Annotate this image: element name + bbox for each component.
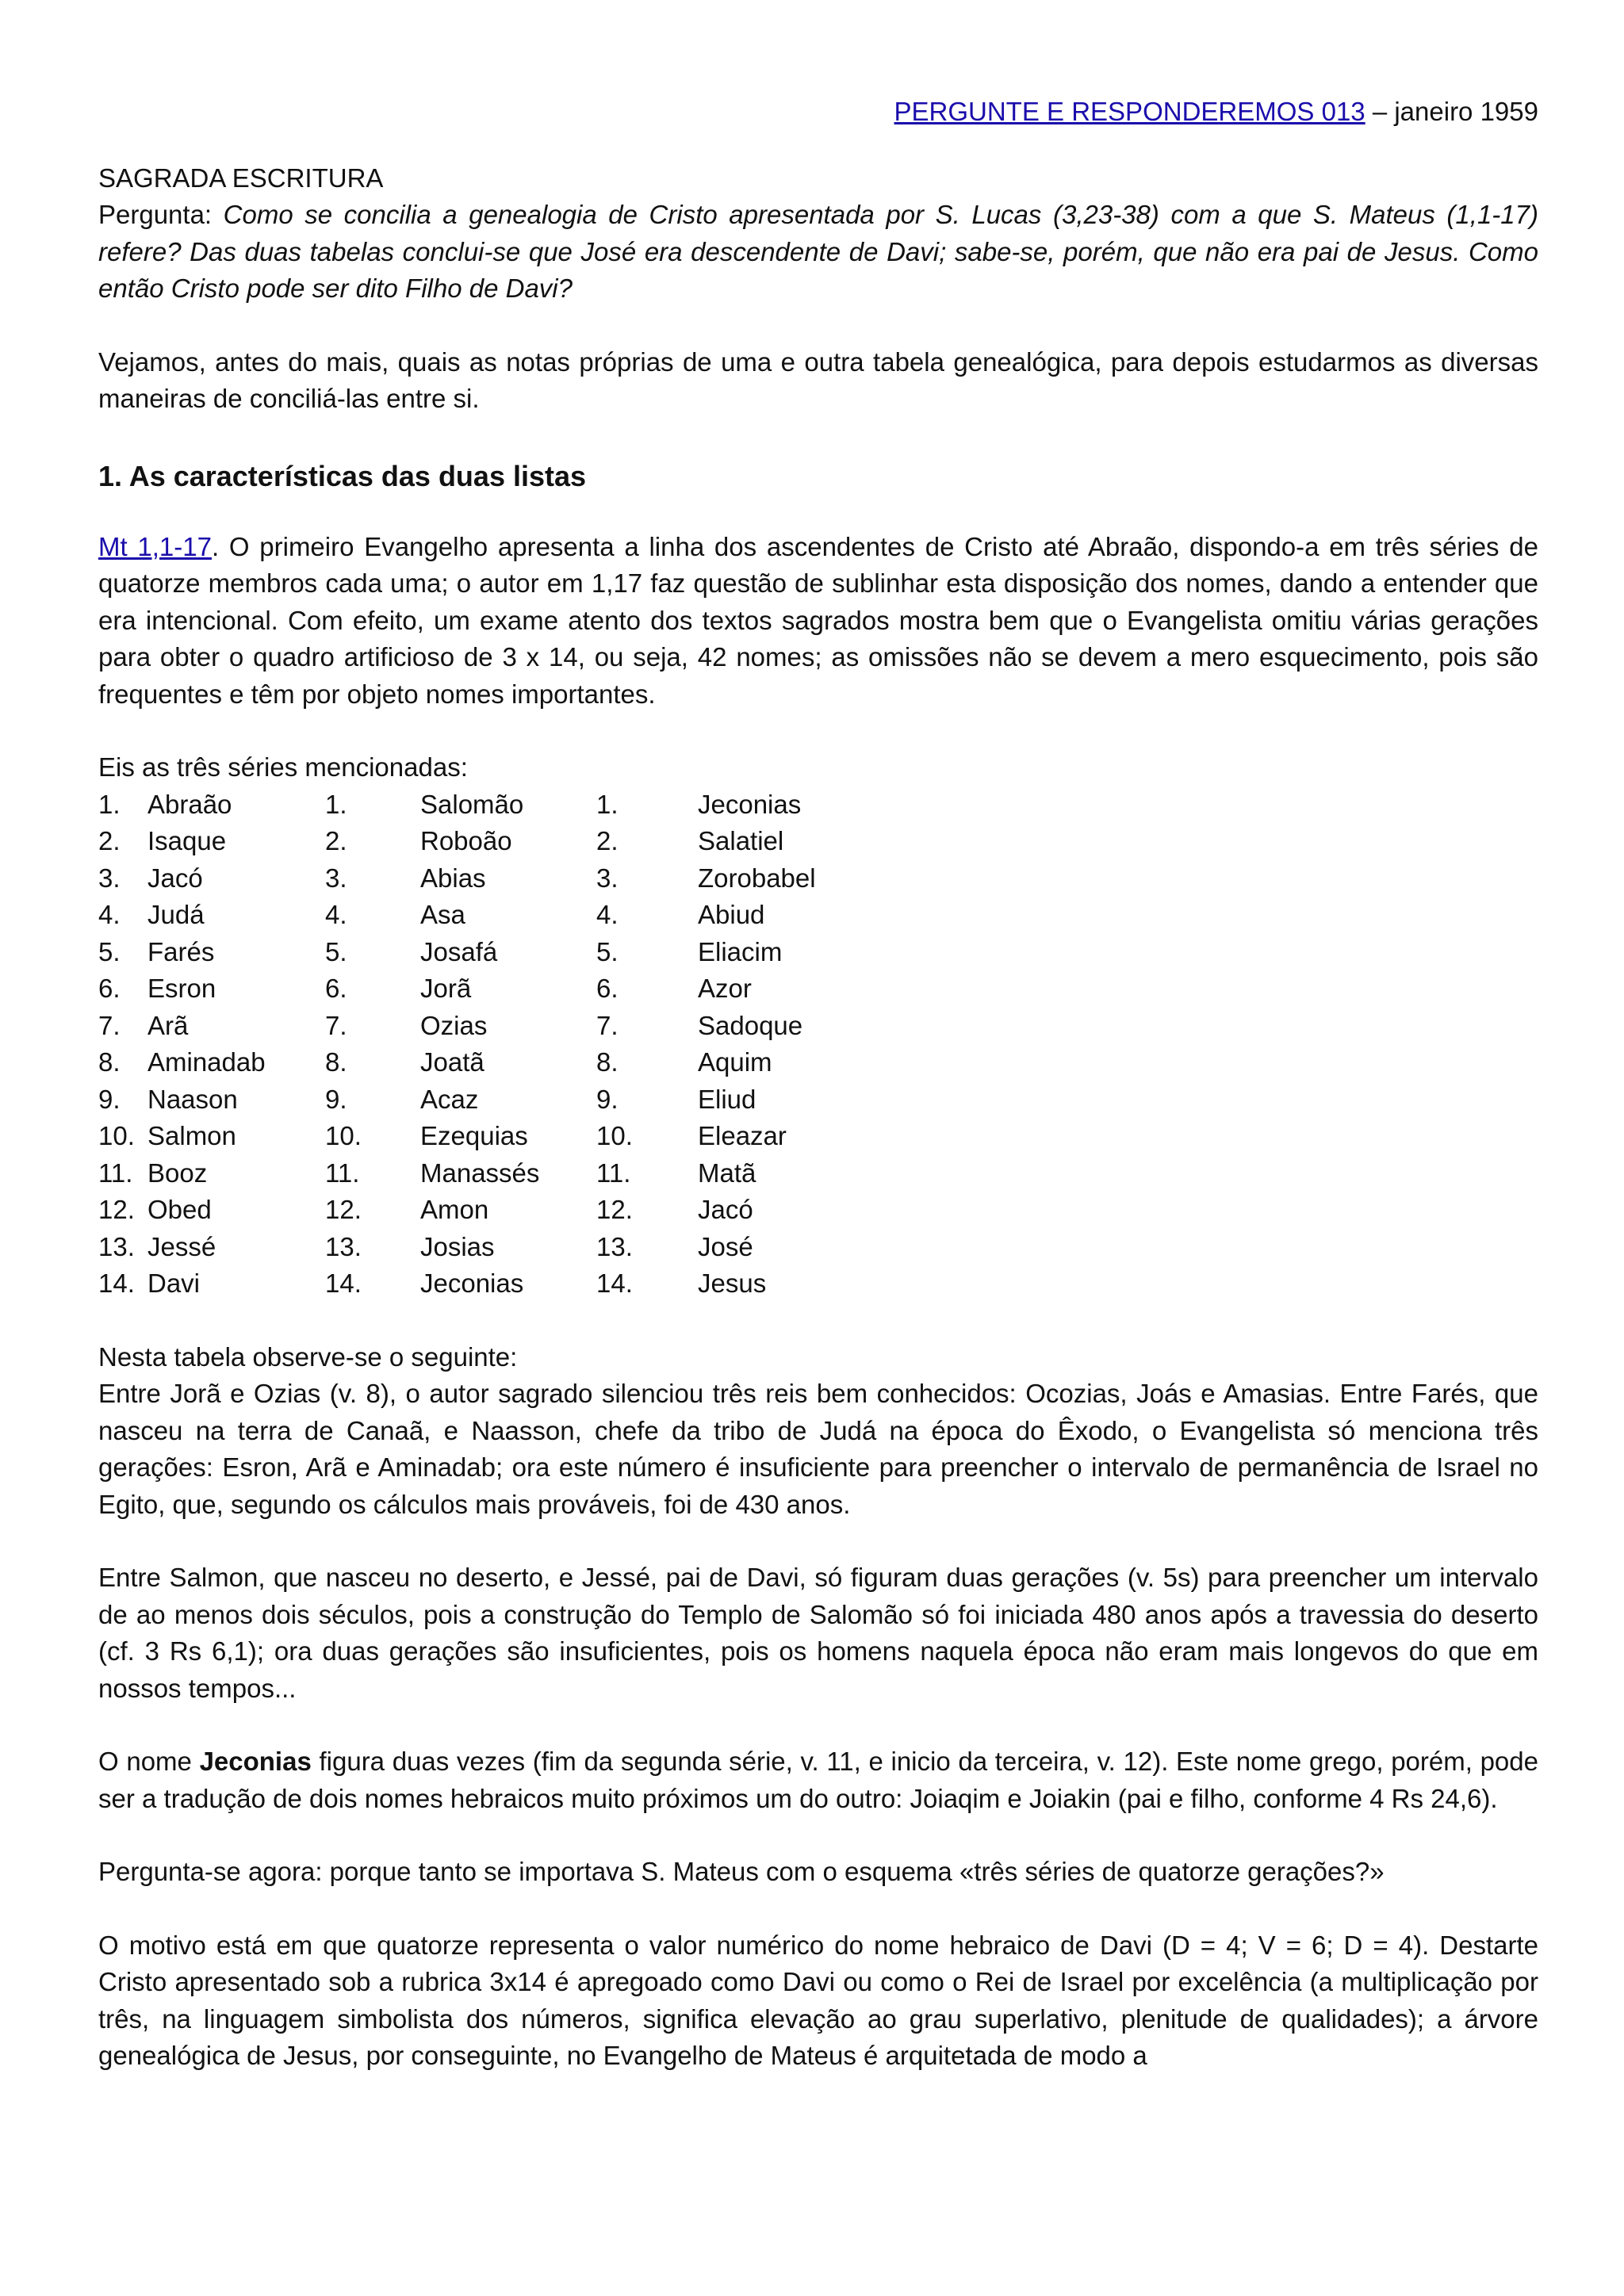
series-1-names: [147, 786, 266, 1303]
series-entry: Naason: [147, 1084, 238, 1114]
series-entry: Amon: [420, 1195, 489, 1224]
question-paragraph: [98, 197, 1538, 308]
document-page: [98, 94, 1538, 2075]
series-entry: Esron: [147, 974, 216, 1003]
paragraph-6: O motivo está em que quatorze representa o valor numérico do nome hebraico de Davi (D = 4; V = 6; D = 4). Destarte Cristo apresentado sob a rubrica 3x14 é apregoado como Davi ou como o Rei de Israel por excelência (a multiplicação por três, na linguagem simbolista dos números, significa elevação ao grau superlativo, plenitude de qualidades); a árvore genealógica de Jesus, por conseguinte, no Evangelho de Mateus é arquitetada de modo a: [98, 1930, 1538, 2070]
series-entry: 8.: [325, 1047, 347, 1077]
series-entry: Ezequias: [420, 1121, 528, 1150]
observe-line: Nesta tabela observe-se o seguinte:: [98, 1341, 518, 1372]
paragraph-1-text: . O primeiro Evangelho apresenta a linha dos ascendentes de Cristo até Abraão, dispondo-a em três séries de quatorze membros cada uma; o autor em 1,17 faz questão de sublinhar esta disposição dos nomes, dando a entender que era intencional. Com efeito, um exame atento dos textos sagrados mostra bem que o Evangelista omitiu várias gerações para obter o quadro artificioso de 3 x 14, ou seja, 42 nomes; as omissões não se devem a mero esquecimento, pois são frequentes e têm por objeto nomes importantes.: [98, 531, 1538, 709]
series-entry: 2.: [596, 826, 619, 855]
series-entry: 14.: [596, 1269, 633, 1298]
series-entry: Acaz: [420, 1084, 479, 1114]
header-link[interactable]: PERGUNTE E RESPONDEREMOS 013: [894, 97, 1365, 126]
series-entry: 2.: [98, 826, 121, 855]
series-entry: Azor: [698, 974, 752, 1003]
series-entry: 11.: [98, 1158, 133, 1188]
series-2-names: [420, 786, 539, 1303]
series-entry: 1.: [325, 789, 347, 819]
series-entry: 13.: [596, 1231, 633, 1261]
series-entry: Matã: [698, 1158, 756, 1188]
series-entry: 4.: [98, 900, 121, 929]
series-entry: 12.: [325, 1195, 362, 1224]
series-entry: 2.: [325, 826, 347, 855]
paragraph-3: Entre Salmon, que nasceu no deserto, e Jessé, pai de Davi, só figuram duas gerações (v. 5s) para preencher um intervalo de ao menos dois séculos, pois a construção do Templo de Salomão só foi iniciada 480 anos após a travessia do deserto (cf. 3 Rs 6,1); ora duas gerações são insuficientes, pois os homens naquela época não eram mais longevos do que em nossos tempos...: [98, 1563, 1538, 1703]
series-entry: Aquim: [698, 1047, 772, 1077]
series-entry: 13.: [98, 1231, 135, 1261]
series-entry: 9.: [325, 1084, 347, 1114]
series-entry: Salatiel: [698, 826, 784, 855]
series-entry: Roboão: [420, 826, 512, 855]
paragraph-4-pre: O nome: [98, 1747, 200, 1776]
series-entry: Arã: [147, 1010, 189, 1040]
section-heading: 1. As características das duas listas: [98, 459, 587, 492]
series-entry: Josias: [420, 1231, 495, 1261]
paragraph-4-post: figura duas vezes (fim da segunda série, v. 11, e inicio da terceira, v. 12). Este nome grego, porém, pode ser a tradução de dois nomes hebraicos muito próximos um do outro: Joiaqim e Joiakin (pai e filho, conforme 4 Rs 24,6).: [98, 1747, 1538, 1813]
series-entry: Jesus: [698, 1269, 767, 1298]
series-1-numbers: [98, 786, 135, 1303]
series-entry: 9.: [596, 1084, 619, 1114]
series-entry: Abraão: [147, 789, 232, 819]
series-entry: 9.: [98, 1084, 121, 1114]
series-entry: 8.: [98, 1047, 121, 1077]
series-entry: 7.: [325, 1010, 347, 1040]
series-entry: Jorã: [420, 974, 472, 1003]
header-line: [98, 94, 1538, 131]
series-entry: 11.: [596, 1158, 631, 1188]
series-entry: 3.: [596, 863, 619, 893]
series-3-names: [698, 786, 816, 1303]
series-entry: 12.: [596, 1195, 633, 1224]
jeconias-bold: Jeconias: [199, 1747, 312, 1776]
series-entry: 5.: [596, 936, 619, 966]
paragraph-2: Entre Jorã e Ozias (v. 8), o autor sagrado silenciou três reis bem conhecidos: Ocozias, Joás e Amasias. Entre Farés, que nasceu na terra de Canaã, e Naasson, chefe da tribo de Judá na época do Êxodo, o Evangelista só menciona três gerações: Esron, Arã e Aminadab; ora este número é insuficiente para preencher o intervalo de permanência de Israel no Egito, que, segundo os cálculos mais prováveis, foi de 430 anos.: [98, 1379, 1538, 1519]
series-entry: Eleazar: [698, 1121, 787, 1150]
series-entry: Davi: [147, 1269, 201, 1298]
series-entry: Jeconias: [420, 1269, 524, 1298]
series-entry: 10.: [325, 1121, 362, 1150]
series-entry: Abiud: [698, 900, 765, 929]
series-entry: 14.: [325, 1269, 362, 1298]
series-entry: Eliacim: [698, 936, 783, 966]
section-label: SAGRADA ESCRITURA: [98, 163, 384, 193]
paragraph-4: [98, 1743, 1538, 1817]
series-entry: Salmon: [147, 1121, 236, 1150]
series-entry: Zorobabel: [698, 863, 816, 893]
series-entry: 3.: [98, 863, 121, 893]
series-entry: Farés: [147, 936, 215, 966]
series-entry: 10.: [98, 1121, 135, 1150]
series-entry: 5.: [325, 936, 347, 966]
series-entry: Josafá: [420, 936, 498, 966]
series-entry: Booz: [147, 1158, 208, 1188]
series-2-numbers: [325, 786, 362, 1303]
series-entry: Joatã: [420, 1047, 485, 1077]
series-entry: Jacó: [698, 1195, 753, 1224]
series-entry: 12.: [98, 1195, 135, 1224]
series-entry: Abias: [420, 863, 486, 893]
series-entry: Sadoque: [698, 1010, 803, 1040]
series-3-numbers: [596, 786, 633, 1303]
question-text: Como se concilia a genealogia de Cristo apresentada por S. Lucas (3,23-38) com a que S. Mateus (1,1-17) refere? Das duas tabelas conclui-se que José era descendente de Davi; sabe-se, porém, que não era pai de Jesus. Como então Cristo pode ser dito Filho de Davi?: [98, 200, 1538, 303]
series-entry: 4.: [596, 900, 619, 929]
series-entry: Jessé: [147, 1231, 216, 1261]
series-entry: Judá: [147, 900, 205, 929]
series-entry: 7.: [98, 1010, 121, 1040]
series-entry: 6.: [596, 974, 619, 1003]
series-entry: 7.: [596, 1010, 619, 1040]
paragraph-1: [98, 529, 1538, 714]
scripture-link[interactable]: Mt 1,1-17: [98, 531, 212, 561]
series-entry: Eliud: [698, 1084, 756, 1114]
paragraph-5: Pergunta-se agora: porque tanto se importava S. Mateus com o esquema «três séries de quatorze gerações?»: [98, 1857, 1385, 1886]
series-entry: Obed: [147, 1195, 212, 1224]
series-entry: 8.: [596, 1047, 619, 1077]
series-entry: Jacó: [147, 863, 203, 893]
header-date: – janeiro 1959: [1365, 97, 1538, 126]
intro-paragraph: Vejamos, antes do mais, quais as notas próprias de uma e outra tabela genealógica, para depois estudarmos as diversas maneiras de conciliá-las entre si.: [98, 346, 1538, 413]
series-entry: Salomão: [420, 789, 524, 819]
series-entry: Ozias: [420, 1010, 488, 1040]
series-table: [98, 786, 1538, 1303]
series-entry: 1.: [98, 789, 121, 819]
question-label: Pergunta:: [98, 200, 224, 229]
series-entry: 1.: [596, 789, 619, 819]
series-entry: Manassés: [420, 1158, 540, 1188]
series-entry: 6.: [98, 974, 121, 1003]
series-intro: Eis as três séries mencionadas:: [98, 752, 468, 782]
series-entry: José: [698, 1231, 753, 1261]
series-entry: Aminadab: [147, 1047, 266, 1077]
series-entry: 5.: [98, 936, 121, 966]
series-entry: 4.: [325, 900, 347, 929]
series-entry: 13.: [325, 1231, 362, 1261]
series-entry: 10.: [596, 1121, 633, 1150]
series-entry: 14.: [98, 1269, 135, 1298]
series-entry: 6.: [325, 974, 347, 1003]
series-entry: 11.: [325, 1158, 360, 1188]
series-entry: Isaque: [147, 826, 227, 855]
series-entry: Jeconias: [698, 789, 802, 819]
series-entry: Asa: [420, 900, 465, 929]
series-entry: 3.: [325, 863, 347, 893]
